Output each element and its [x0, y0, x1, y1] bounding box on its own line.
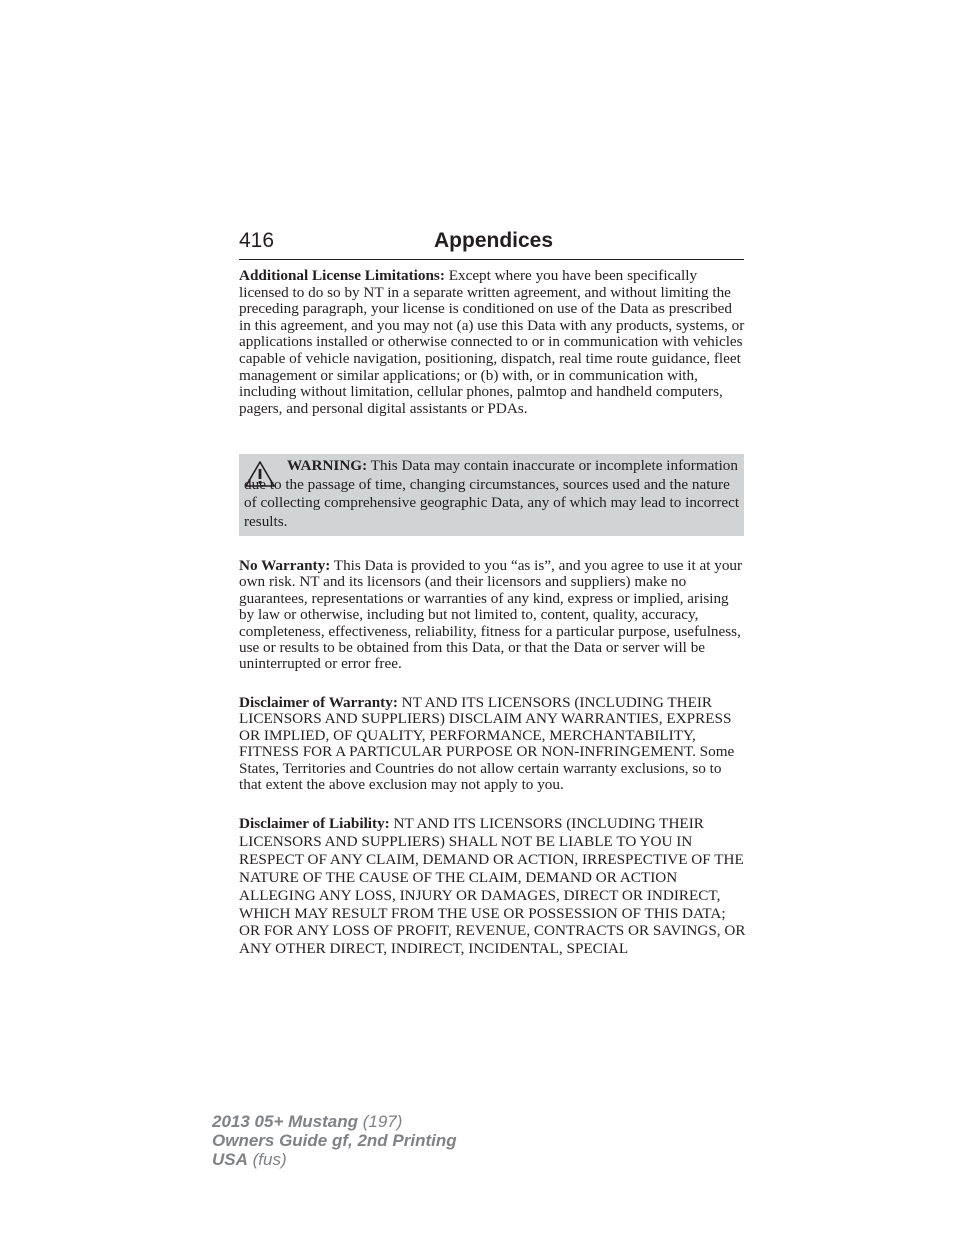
additional-license-paragraph	[239, 268, 746, 417]
footer-market: USA	[212, 1150, 248, 1169]
warning-box	[239, 454, 744, 536]
disclaimer-liability-body: NT AND ITS LICENSORS (INCLUDING THEIR LICENSORS AND SUPPLIERS) SHALL NOT BE LIABLE TO YOU IN RESPECT OF ANY CLAIM, DEMAND OR ACTION, IRRESPECTIVE OF THE NATURE OF THE CAUSE OF THE CLAIM, DEMAND OR ACTION ALLEGING ANY LOSS, INJURY OR DAMAGES, DIRECT OR INDIRECT, WHICH MAY RESULT FROM THE USE OR POSSESSION OF THIS DATA; OR FOR ANY LOSS OF PROFIT, REVENUE, CONTRACTS OR SAVINGS, OR ANY OTHER DIRECT, INDIRECT, INCIDENTAL, SPECIAL	[239, 815, 746, 958]
no-warranty-title: No Warranty:	[239, 557, 331, 574]
disclaimer-warranty-paragraph	[239, 695, 746, 793]
footer-line-model	[212, 1112, 457, 1131]
footer-line-guide: Owners Guide gf, 2nd Printing	[212, 1131, 457, 1150]
no-warranty-body: This Data is provided to you “as is”, and you agree to use it at your own risk. NT and its licensors (and their licensors and suppliers) make no guarantees, representations or warranties of any kind, express or implied, arising by law or otherwise, including but not limited to, content, quality, accuracy, completeness, effectiveness, reliability, fitness for a particular purpose, usefulness, use or results to be obtained from this Data, or that the Data or server will be uninterrupted or error free.	[239, 557, 743, 673]
warning-title: WARNING:	[287, 457, 368, 474]
print-footer	[212, 1112, 457, 1169]
page-number: 416	[239, 229, 275, 252]
disclaimer-warranty-title: Disclaimer of Warranty:	[239, 694, 398, 711]
warning-text	[244, 457, 740, 531]
additional-license-body: Except where you have been specifically licensed to do so by NT in a separate written agreement, and without limiting the preceding paragraph, your license is conditioned on use of the Data as prescribed in this agreement, and you may not (a) use this Data with any products, systems, or applications installed or otherwise connected to or in communication with vehicles capable of vehicle navigation, positioning, dispatch, real time route guidance, fleet management or similar applications; or (b) with, or in communication with, including without limitation, cellular phones, palmtop and handheld computers, pagers, and personal digital assistants or PDAs.	[239, 267, 745, 417]
additional-license-title: Additional License Limitations:	[239, 267, 445, 284]
footer-line-market	[212, 1150, 457, 1169]
disclaimer-liability-title: Disclaimer of Liability:	[239, 815, 390, 832]
footer-model-code: (197)	[358, 1112, 403, 1131]
section-title: Appendices	[434, 229, 554, 252]
footer-model: 2013 05+ Mustang	[212, 1112, 358, 1131]
disclaimer-warranty-body: NT AND ITS LICENSORS (INCLUDING THEIR LICENSORS AND SUPPLIERS) DISCLAIM ANY WARRANTIES, EXPRESS OR IMPLIED, OF QUALITY, PERFORMANCE, MERCHANTABILITY, FITNESS FOR A PARTICULAR PURPOSE OR NON-INFRINGEMENT. Some States, Territories and Countries do not allow certain warranty exclusions, so to that extent the above exclusion may not apply to you.	[239, 694, 735, 794]
disclaimer-liability-paragraph	[239, 815, 746, 958]
warning-body: This Data may contain inaccurate or incomplete information due to the passage of time, changing circumstances, sources used and the nature of collecting comprehensive geographic Data, any of which may lead to incorrect results.	[244, 457, 740, 530]
footer-market-code: (fus)	[247, 1150, 287, 1169]
page-header	[239, 229, 744, 260]
no-warranty-paragraph	[239, 558, 746, 673]
